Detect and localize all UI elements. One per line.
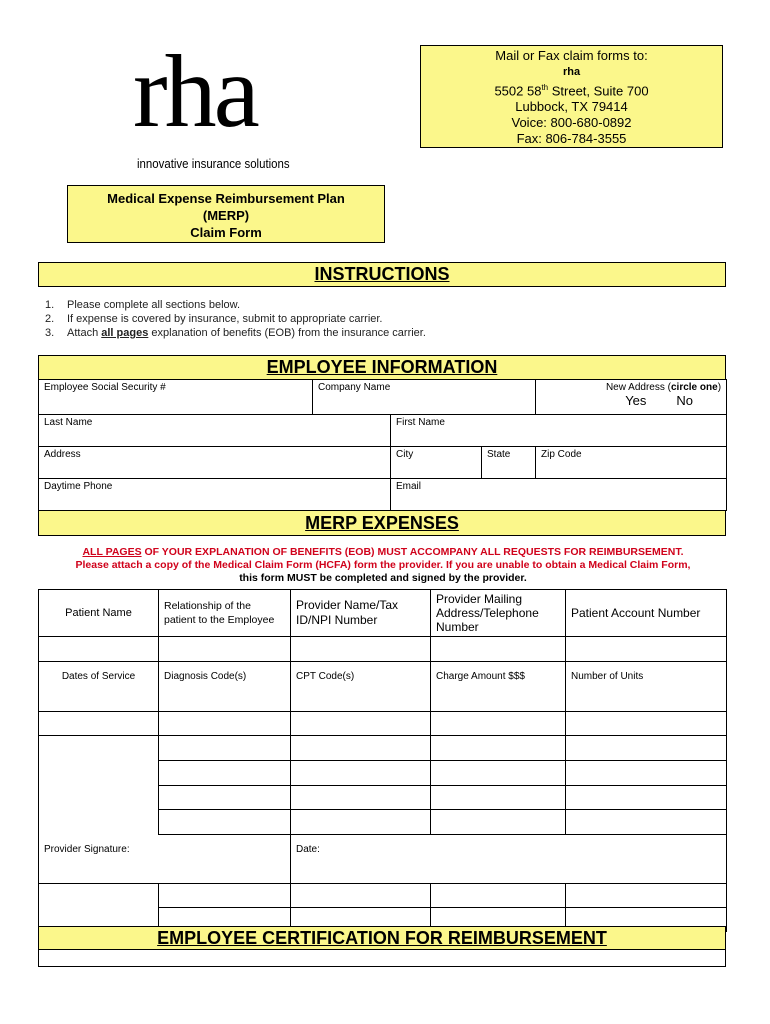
logo-tagline: innovative insurance solutions [137, 156, 290, 171]
date-input[interactable] [431, 884, 566, 908]
dates-input[interactable] [39, 810, 159, 835]
provider-signature-label: Provider Signature: [39, 835, 291, 884]
units-input[interactable] [566, 786, 727, 810]
provider-mailing-input[interactable] [431, 637, 566, 662]
city-field[interactable]: City [391, 447, 482, 479]
units-input[interactable] [566, 761, 727, 786]
last-name-field[interactable]: Last Name [39, 415, 391, 447]
col-number-of-units: Number of Units [566, 662, 727, 712]
rha-logo [133, 34, 313, 180]
logo-mark: rha [133, 34, 257, 149]
new-address-field[interactable]: New Address (circle one) Yes No [536, 380, 727, 415]
relationship-input[interactable] [159, 637, 291, 662]
charge-input[interactable] [431, 736, 566, 761]
signature-area[interactable] [39, 884, 159, 908]
mail-fax: Fax: 806-784-3555 [516, 131, 627, 147]
col-patient-account: Patient Account Number [566, 590, 727, 637]
diagnosis-input[interactable] [159, 761, 291, 786]
zip-code-field[interactable]: Zip Code [536, 447, 727, 479]
mail-city: Lubbock, TX 79414 [515, 99, 628, 115]
mail-to-box [420, 45, 723, 148]
eob-warning: ALL PAGES OF YOUR EXPLANATION OF BENEFITS (EOB) MUST ACCOMPANY ALL REQUESTS FOR REIMBURSEMENT. Please attach a copy of the Medical Claim Form (HCFA) form the provider. If you are unable to obtain a Medical Claim Form, this form MUST be completed and signed by the provider. [75, 546, 691, 584]
units-input[interactable] [566, 810, 727, 835]
form-title: Medical Expense Reimbursement Plan (MERP) Claim Form [67, 185, 385, 243]
provider-name-input[interactable] [291, 637, 431, 662]
col-patient-name: Patient Name [39, 590, 159, 637]
cpt-input[interactable] [291, 736, 431, 761]
col-provider-mailing: Provider Mailing Address/Telephone Number [431, 590, 566, 637]
signature-input[interactable] [159, 884, 291, 908]
col-diagnosis-codes: Diagnosis Code(s) [159, 662, 291, 712]
address-field[interactable]: Address [39, 447, 391, 479]
dates-input[interactable] [39, 736, 159, 761]
mail-heading: Mail or Fax claim forms to: [495, 48, 648, 63]
instructions-header: INSTRUCTIONS [38, 262, 726, 287]
instruction-item: 2. If expense is covered by insurance, submit to appropriate carrier. [45, 313, 383, 325]
certification-body [38, 949, 726, 967]
employee-info-header: EMPLOYEE INFORMATION [38, 355, 726, 380]
employee-info-table [38, 379, 727, 511]
yes-option[interactable]: Yes [625, 393, 647, 408]
col-charge-amount: Charge Amount $$$ [431, 662, 566, 712]
cpt-input[interactable] [291, 712, 431, 736]
ssn-field[interactable]: Employee Social Security # [39, 380, 313, 415]
units-input[interactable] [566, 712, 727, 736]
date-input[interactable] [291, 884, 431, 908]
patient-name-input[interactable] [39, 637, 159, 662]
patient-account-input[interactable] [566, 637, 727, 662]
cpt-input[interactable] [291, 761, 431, 786]
diagnosis-input[interactable] [159, 736, 291, 761]
merp-expenses-table [38, 589, 727, 932]
daytime-phone-field[interactable]: Daytime Phone [39, 479, 391, 511]
cpt-input[interactable] [291, 786, 431, 810]
date-input[interactable] [566, 884, 727, 908]
charge-input[interactable] [431, 810, 566, 835]
col-relationship: Relationship of the patient to the Employee [159, 590, 291, 637]
col-cpt-codes: CPT Code(s) [291, 662, 431, 712]
charge-input[interactable] [431, 712, 566, 736]
mail-company-name: rha [562, 66, 581, 78]
certification-header: EMPLOYEE CERTIFICATION FOR REIMBURSEMENT [38, 926, 726, 950]
first-name-field[interactable]: First Name [391, 415, 727, 447]
instructions-list [45, 298, 426, 340]
dates-input[interactable] [39, 761, 159, 786]
instruction-item: 1. Please complete all sections below. [45, 299, 241, 311]
units-input[interactable] [566, 736, 727, 761]
diagnosis-input[interactable] [159, 712, 291, 736]
dates-input[interactable] [39, 712, 159, 736]
col-provider-name: Provider Name/Tax ID/NPI Number [291, 590, 431, 637]
dates-input[interactable] [39, 786, 159, 810]
diagnosis-input[interactable] [159, 786, 291, 810]
email-field[interactable]: Email [391, 479, 727, 511]
merp-expenses-header: MERP EXPENSES [38, 510, 726, 536]
cpt-input[interactable] [291, 810, 431, 835]
mail-voice: Voice: 800-680-0892 [511, 115, 632, 131]
charge-input[interactable] [431, 786, 566, 810]
mail-street: 5502 58th Street, Suite 700 [494, 83, 649, 99]
no-option[interactable]: No [676, 393, 694, 408]
instruction-item: 3. Attach all pages explanation of benefits (EOB) from the insurance carrier. [45, 327, 426, 339]
date-label: Date: [291, 835, 727, 884]
state-field[interactable]: State [482, 447, 536, 479]
company-name-field[interactable]: Company Name [313, 380, 536, 415]
col-dates-of-service: Dates of Service [39, 662, 159, 712]
charge-input[interactable] [431, 761, 566, 786]
diagnosis-input[interactable] [159, 810, 291, 835]
